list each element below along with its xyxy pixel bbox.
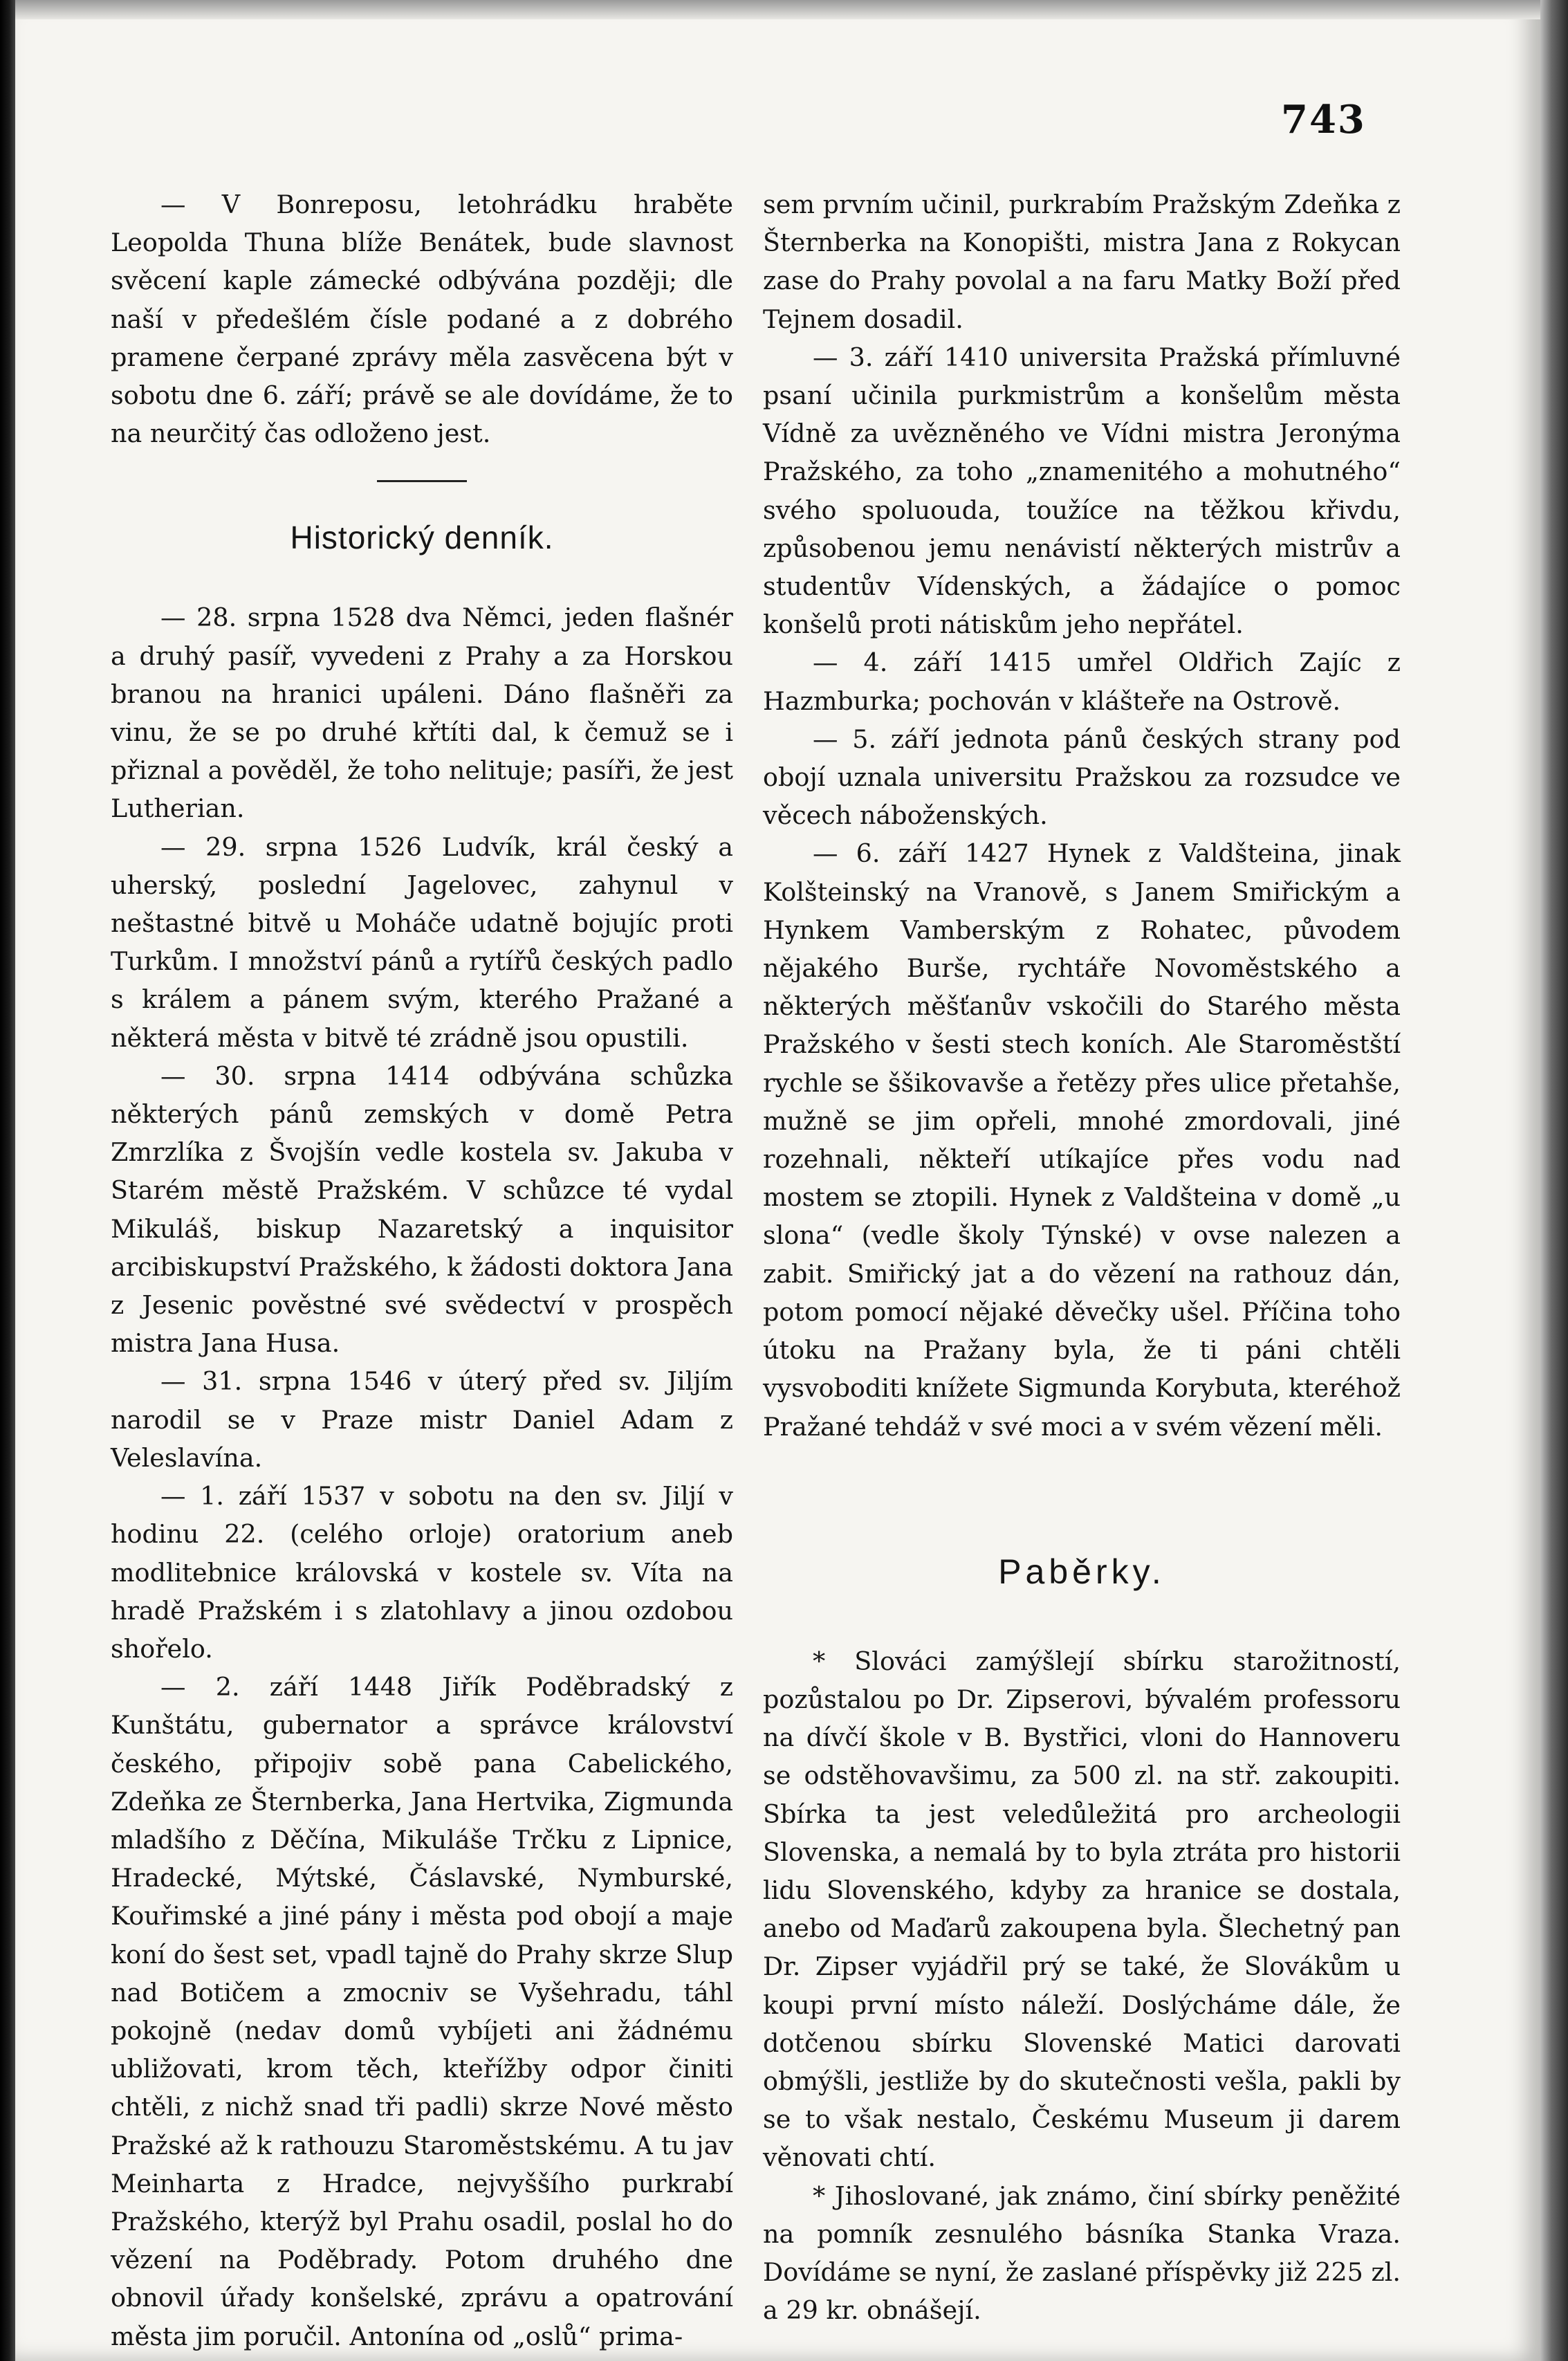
entry-4-zari: — 4. září 1415 umřel Oldřich Zajíc z Hazmburka; pochován v klášteře na Ostrově. bbox=[763, 647, 1401, 716]
entry-5-zari: — 5. září jednota pánů českých strany pod obojí uznala universitu Pražskou za rozsudce ve věcech náboženských. bbox=[763, 724, 1401, 831]
section-heading-historicky-dennik: Historický denník. bbox=[290, 520, 554, 556]
entry-28-srpna: — 28. srpna 1528 dva Němci, jeden flašnér a druhý pasíř, vyvedeni z Prahy a za Horskou branou na hranici upáleni. Dáno flašněři za vinu, že se po druhé křtíti dal, k čemuž se i přiznal a pověděl, že toho nelituje; pasíři, že jest Lutherian. bbox=[111, 603, 733, 824]
entry-31-srpna: — 31. srpna 1546 v úterý před sv. Jiljím narodil se v Praze mistr Daniel Adam z Veleslavína. bbox=[111, 1366, 733, 1473]
scan-top-edge bbox=[15, 0, 1540, 19]
entry-29-srpna: — 29. srpna 1526 Ludvík, král český a uherský, poslední Jagelovec, zahynul v neštastné bitvě u Moháče udatně bojujíc proti Turkům. I množství pánů a rytířů českých padlo s králem a pánem svým, kterého Pražané a některá města v bitvě té zrádně jsou opustili. bbox=[111, 832, 733, 1053]
note-jihoslovane: * Jihoslované, jak známo, činí sbírky peněžité na pomník zesnulého básníka Stanka Vraza. Dovídáme se nyní, že zaslané příspěvky již 225 zl. a 29 kr. obnášejí. bbox=[763, 2180, 1401, 2326]
section-heading-paberky: Paběrky. bbox=[998, 1552, 1165, 1591]
page-number: 743 bbox=[1281, 97, 1366, 143]
entry-3-zari: — 3. září 1410 universita Pražská přímluvné psaní učinila purkmistrům a konšelům města Vídně za uvězněného ve Vídni mistra Jeronýma Pražského, za toho „znamenitého a mohutného“ svého spoluouda, toužíce na těžkou křivdu, způsobenou jemu nenávistí některých mistrův a studentův Vídenských, a žádajíce o pomoc konšelů proti nátiskům jeho nepřátel. bbox=[763, 342, 1401, 640]
intro-paragraph: — V Bonreposu, letohrádku hraběte Leopolda Thuna blíže Benátek, bude slavnost svěcení kaple zámecké odbývána později; dle naší v předešlém čísle podané a z dobrého pramene čerpané zprávy měla zasvěcena být v sobotu dne 6. září; právě se ale dovídáme, že to na neurčitý čas odloženo jest. bbox=[111, 190, 733, 449]
scan-right-edge bbox=[1540, 0, 1568, 2361]
section-divider bbox=[377, 480, 467, 482]
entry-30-srpna: — 30. srpna 1414 odbývána schůzka některých pánů zemských v domě Petra Zmrzlíka z Švojšín vedle kostela sv. Jakuba v Starém městě Pražském. V schůzce té vydal Mikuláš, biskup Nazaretský a inquisitor arcibiskupství Pražského, k žádosti doktora Jana z Jesenic pověstné své svědectví v prospěch mistra Jana Husa. bbox=[111, 1060, 733, 1359]
entry-6-zari: — 6. září 1427 Hynek z Valdšteina, jinak Kolšteinský na Vranově, s Janem Smiřickým a Hynkem Vamberským z Rohatec, původem nějakého Burše, rychtáře Novoměstského a některých měšťanův vskočili do Starého města Pražského v šesti stech koních. Ale Staroměstští rychle se ššikovavše a řetězy přes ulice přetahše, mužně se jim opřeli, mnohé zmordovali, jiné rozehnali, někteří utíkajíce přes vodu nad mostem se ztopili. Hynek z Valdšteina v domě „u slona“ (vedle školy Týnské) v ovse nalezen a zabit. Smiřický jat a do vězení na rathouz dán, potom pomocí nějaké děvečky ušel. Příčina toho útoku na Pražany byla, že ti páni chtěli vysvoboditi knížete Sigmunda Korybuta, kteréhož Pražané tehdáž v své moci a v svém vězení měli. bbox=[763, 838, 1401, 1442]
note-slovaci: * Slováci zamýšlejí sbírku starožitností, pozůstalou po Dr. Zipserovi, bývalém professoru na dívčí škole v B. Bystřici, vloni do Hannoveru se odstěhovavšimu, za 500 zl. na stř. zakoupiti. Sbírka ta jest veledůležitá pro archeologii Slovenska, a nemalá by to byla ztráta pro historii lidu Slovenského, kdyby za hranice se dostala, anebo od Maďarů zakoupena byla. Šlechetný pan Dr. Zipser vyjádřil prý se také, že Slovákům u koupi první místo náleží. Doslýcháme dále, že dotčenou sbírku Slovenské Matici darovati obmýšli, jestliže by do skutečnosti vešla, pakli by se to však nestalo, Českému Museum ji darem věnovati chtí. bbox=[763, 1646, 1401, 2173]
entry-2-zari: — 2. září 1448 Jiřík Poděbradský z Kunštátu, gubernator a správce království českého, připojiv sobě pana Cabelického, Zdeňka ze Šternberka, Jana Hertvika, Zigmunda mladšího z Děčína, Mikuláše Trčku z Lipnice, Hradecké, Mýtské, Čáslavské, Nymburské, Kouřimské a jiné pány i města pod obojí a maje koní do šest set, vpadl tajně do Prahy skrze Slup nad Botičem a zmocniv se Vyšehradu, táhl pokojně (nedav domů vybíjeti ani žádnému ubližovati, krom těch, kteřížby odpor činiti chtěli, z nichž snad tři padli) skrze Nové město Pražské až k rathouzu Staroměstskému. A tu jav Meinharta z Hradce, nejvyššího purkrabí Pražského, kterýž byl Prahu osadil, poslal ho do vězení na Poděbrady. Potom druhého dne obnovil úřady konšelské, zprávu a opatrování města jim poručil. Antonína od „oslů“ prima- bbox=[111, 1672, 733, 2351]
entry-2-zari-continued: sem prvním učinil, purkrabím Pražským Zdeňka z Šternberka na Konopišti, mistra Jana z Rokycan zase do Prahy povolal a na faru Matky Boží před Tejnem dosadil. bbox=[763, 190, 1401, 334]
right-column bbox=[763, 185, 1401, 2329]
entry-1-zari: — 1. září 1537 v sobotu na den sv. Jiljí v hodinu 22. (celého orloje) oratorium aneb modlitebnice královská v kostele sv. Víta na hradě Pražském i s zlatohlavy a jinou ozdobou shořelo. bbox=[111, 1481, 733, 1664]
scan-left-edge bbox=[0, 0, 15, 2361]
left-column bbox=[111, 185, 733, 2355]
